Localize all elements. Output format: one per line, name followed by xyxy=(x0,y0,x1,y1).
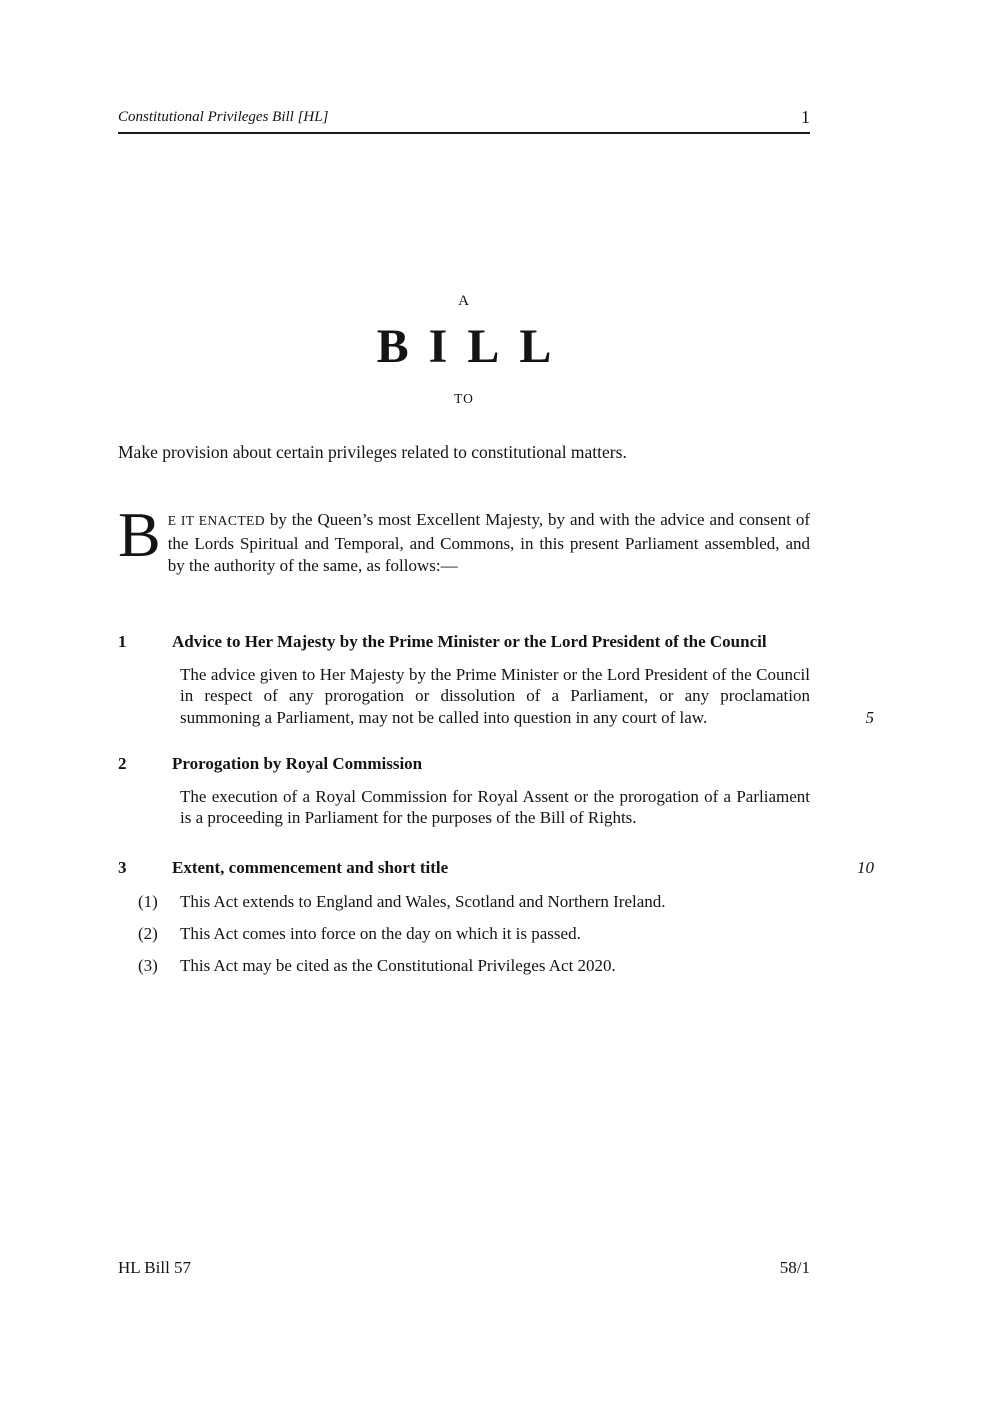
subsection-text: This Act comes into force on the day on which it is passed. xyxy=(180,924,581,943)
section-number: 1 xyxy=(118,632,127,651)
title-block xyxy=(118,293,810,406)
section-title: Extent, commencement and short title xyxy=(172,857,449,877)
section-body xyxy=(180,786,810,829)
section-3 xyxy=(118,857,874,977)
page-number: 1 xyxy=(801,107,810,127)
enacting-small-caps: E IT ENACTED xyxy=(167,513,265,528)
page-header xyxy=(118,108,810,134)
section-heading-row xyxy=(118,753,810,775)
title-article: A xyxy=(458,293,470,309)
subsection-text: This Act may be cited as the Constitutional Privileges Act 2020. xyxy=(180,956,616,975)
enacting-clause xyxy=(118,499,810,578)
line-number: 5 xyxy=(865,707,874,727)
section-2 xyxy=(118,753,810,829)
subsection-1 xyxy=(138,891,810,913)
page-footer xyxy=(118,1258,810,1278)
drop-cap: B xyxy=(118,499,161,570)
subsection-3 xyxy=(138,955,810,977)
subsection-2 xyxy=(138,923,810,945)
section-number: 3 xyxy=(118,857,127,877)
title-to: TO xyxy=(454,391,474,406)
section-1 xyxy=(118,631,874,728)
bill-title: BILL xyxy=(376,320,572,373)
subsection-number: (3) xyxy=(138,956,158,975)
subsection-number: (1) xyxy=(138,892,158,911)
subsection-text: This Act extends to England and Wales, Scotland and Northern Ireland. xyxy=(180,892,666,911)
section-number: 2 xyxy=(118,754,127,773)
sections-container xyxy=(118,631,874,977)
running-title: Constitutional Privileges Bill [HL] xyxy=(118,109,329,125)
section-body-text: The execution of a Royal Commission for Royal Assent or the prorogation of a Parliament is a proceeding in Parliament for the purposes of the Bill of Rights. xyxy=(180,786,810,827)
section-title: Prorogation by Royal Commission xyxy=(172,754,423,773)
subsection-number: (2) xyxy=(138,924,158,943)
enacting-text: by the Queen’s most Excellent Majesty, by and with the advice and consent of the Lords Spiritual and Temporal, and Commons, in this present Parliament assembled, and by the authority of the same, as follows:— xyxy=(167,510,810,575)
section-heading-row xyxy=(118,631,810,653)
bill-reference: HL Bill 57 xyxy=(118,1258,192,1277)
section-body-text: The advice given to Her Majesty by the Prime Minister or the Lord President of the Council in respect of any prorogation or dissolution of a Parliament, or any proclamation summoning a Parliament, may not be called into question in any court of law. xyxy=(180,664,810,727)
session-reference: 58/1 xyxy=(779,1258,810,1277)
section-body xyxy=(180,664,874,729)
line-number: 10 xyxy=(857,857,874,877)
section-heading-row xyxy=(118,857,874,879)
long-title: Make provision about certain privileges related to constitutional matters. xyxy=(118,442,627,462)
section-title: Advice to Her Majesty by the Prime Minister or the Lord President of the Council xyxy=(172,632,767,651)
